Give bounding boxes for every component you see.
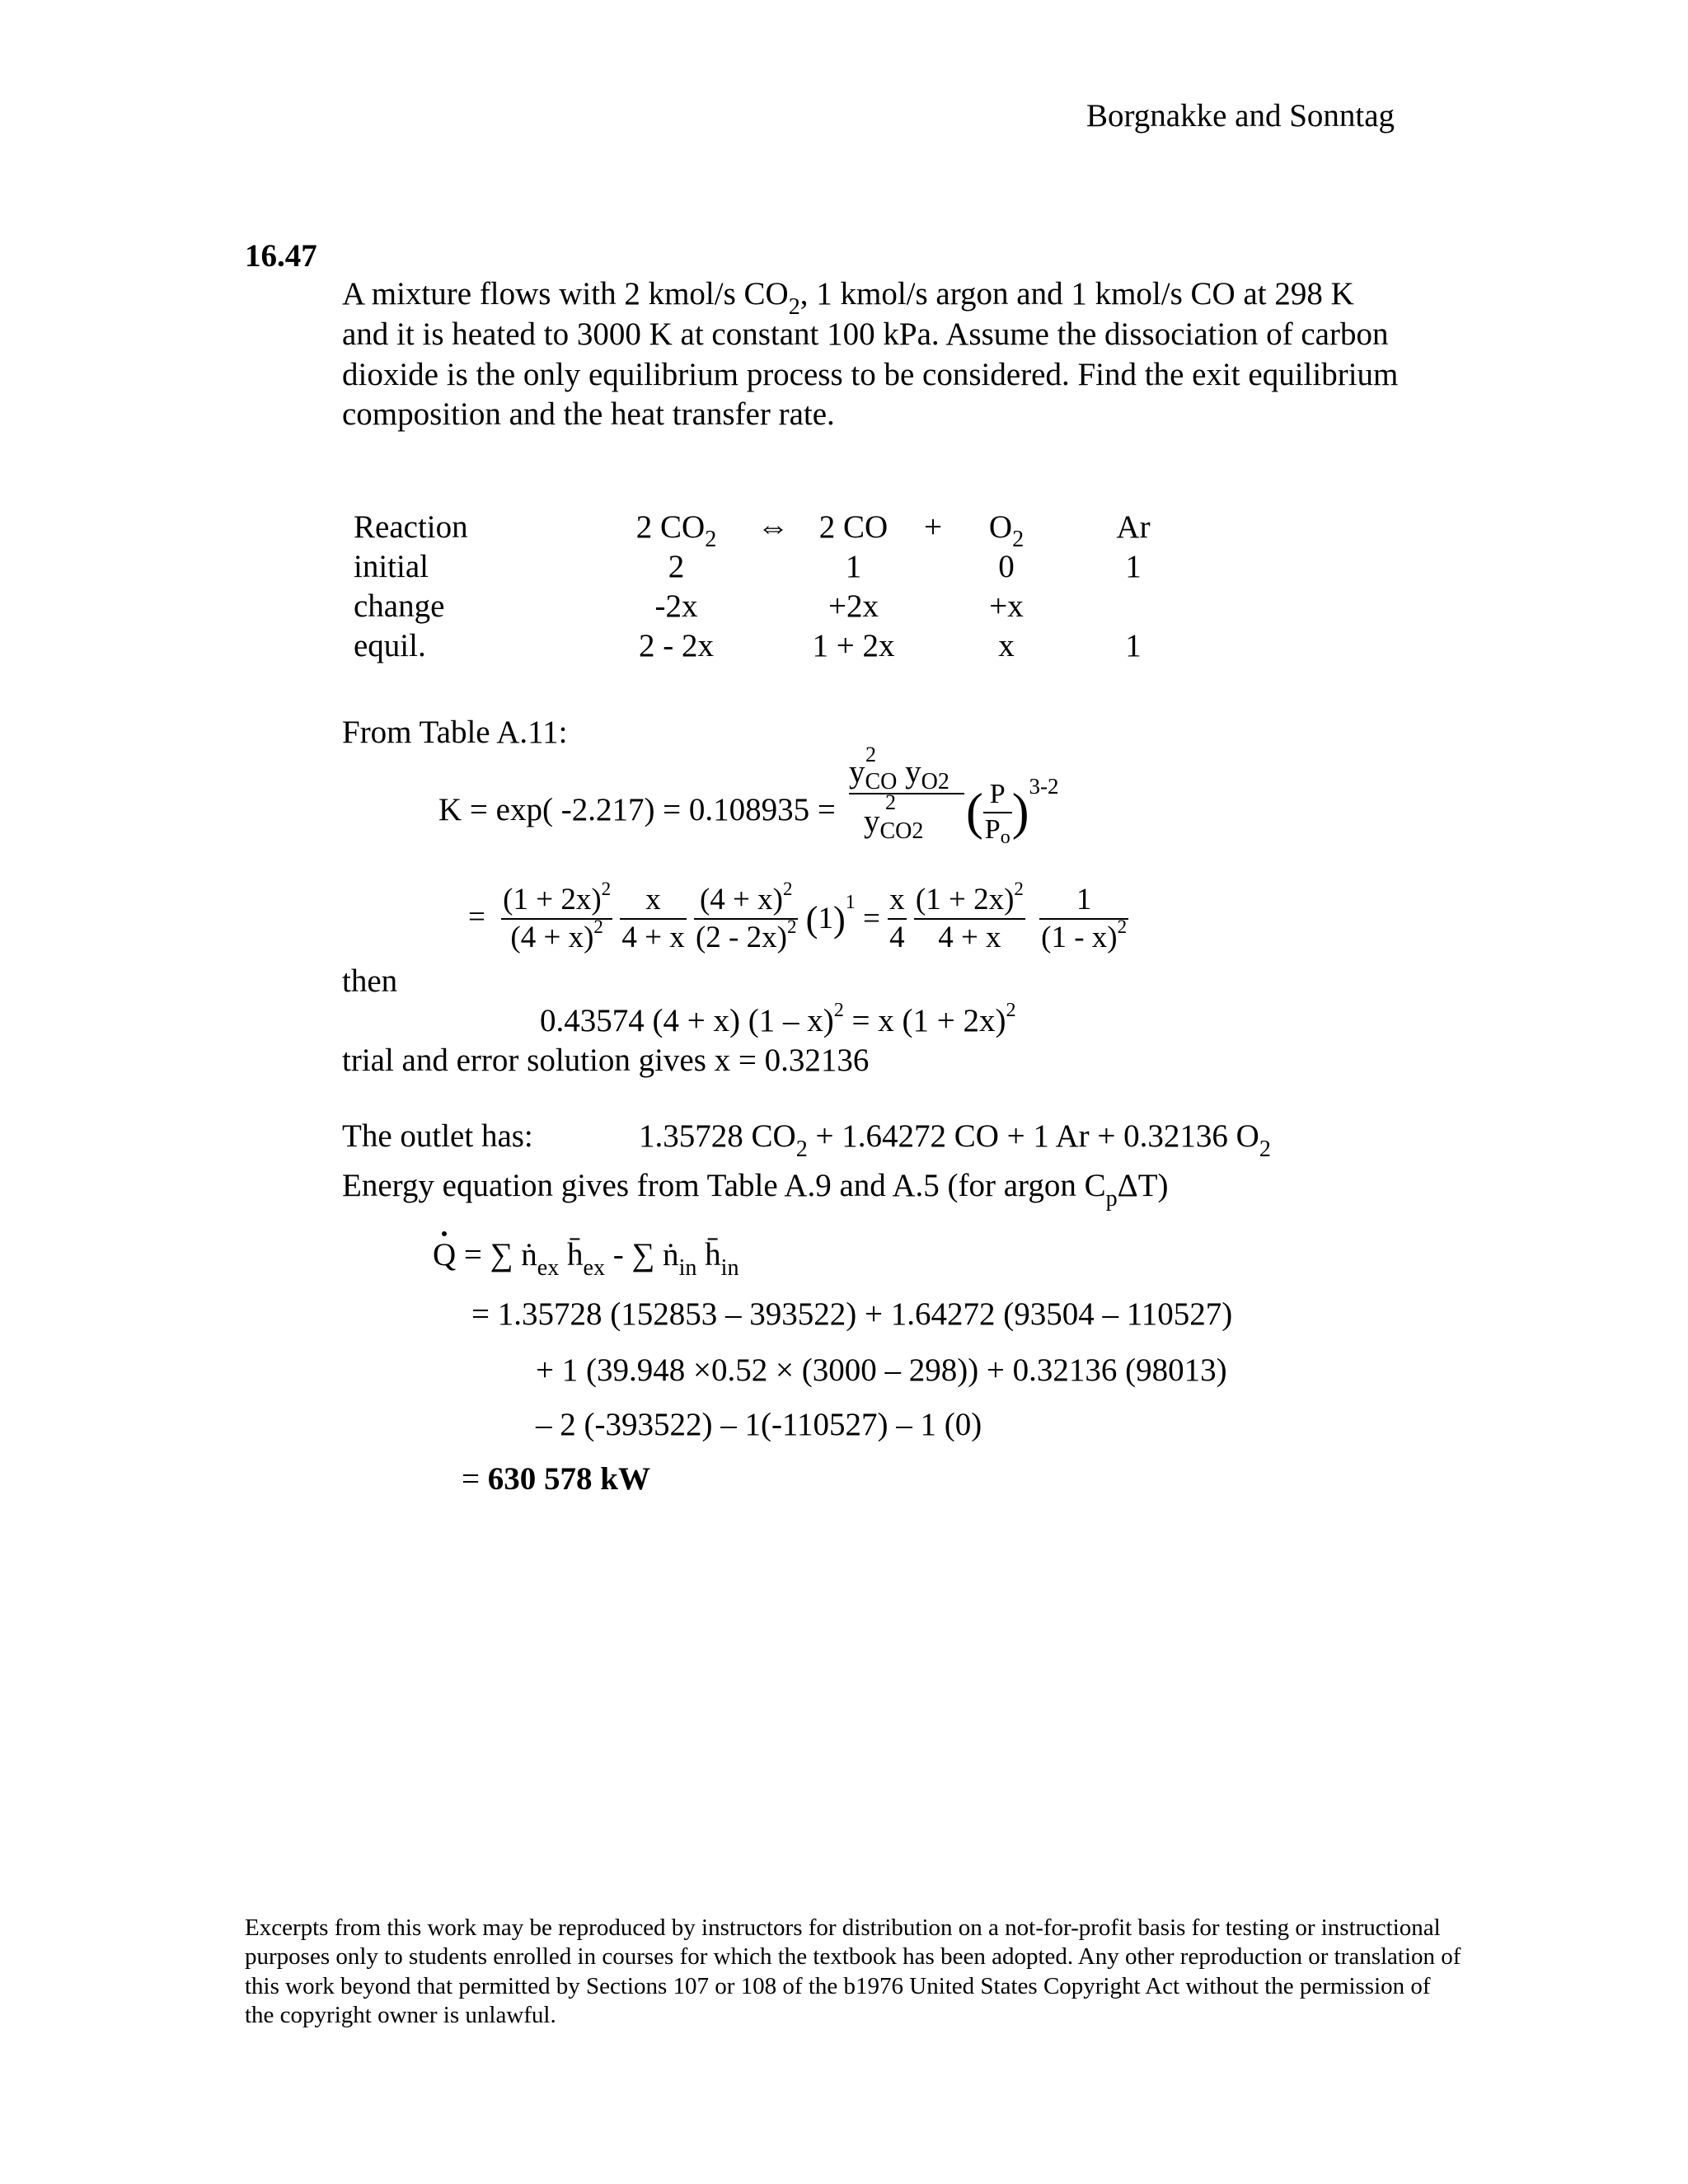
outlet-composition [639,1118,1271,1162]
reaction-table-header [354,508,1219,547]
k-equation-lhs: K = exp( -2.217) = 0.108935 = [438,792,836,827]
f4-num: x [888,882,907,920]
row-label: equil. [354,627,426,663]
qdot-in-sub-2: in [720,1254,739,1281]
k-den-y: y [864,804,880,839]
energy-text: Energy equation gives from Table A.9 and A.5 (for argon C [342,1168,1106,1203]
problem-number: 16.47 [245,238,317,274]
one-exponent: 1 [845,891,856,913]
problem-statement-line-3: dioxide is the only equilibrium process to be considered. Find the exit equilibrium [342,357,1399,392]
row-label: initial [354,548,429,584]
k-num-co: CO [865,769,898,794]
header-co: 2 CO [818,509,889,545]
f3-num-exp: 2 [782,878,793,899]
pressure-ratio [966,773,1059,848]
one-value: 1 [818,902,833,936]
problem-statement-line-1 [342,275,1354,320]
open-paren: ( [966,783,983,841]
header-co2-text: 2 CO [635,509,706,545]
equals: = [468,899,485,934]
cell-co2: 2 - 2x [639,627,714,663]
p-ratio-numerator: P [983,778,1012,813]
cell-co2: -2x [654,588,698,624]
f1-num: (1 + 2x) [503,883,602,916]
k-den-co2: CO2 [879,818,924,844]
reaction-table [354,508,1219,666]
outlet-rest: + 1.64272 CO + 1 Ar + 0.32136 O [807,1118,1259,1154]
calc-line-1: = 1.35728 (152853 – 393522) + 1.64272 (93504 – 110527) [471,1296,1233,1332]
table-row [354,626,1219,666]
f3-den: (2 - 2x) [695,921,787,955]
header-plus: + [924,509,942,545]
problem-statement-line-2: and it is heated to 3000 K at constant 100 kPa. Assume the dissociation of carbon [342,316,1389,352]
qdot-in-sub: in [678,1254,697,1281]
cell-co2: 2 [668,548,685,584]
trial-equation [540,998,1016,1041]
header-o2 [965,508,1048,553]
cell-o2: x [998,627,1015,663]
cell-co: 1 + 2x [812,627,895,663]
f6-den-exp: 2 [1117,916,1128,938]
f2-num: x [620,882,686,920]
f6-num: 1 [1039,882,1128,920]
energy-tail: ΔT) [1117,1168,1169,1203]
qdot-equation [433,1236,739,1281]
from-table-label: From Table A.11: [342,715,568,750]
k-num-y: y [849,754,865,790]
header-co2-subscript: 2 [705,527,717,553]
eq-rhs-exp: 2 [1006,998,1016,1021]
k-num-y2: y [905,754,921,790]
f3-num: (4 + x) [699,883,783,916]
equals-2: = [863,902,880,936]
cell-ar: 1 [1125,548,1142,584]
problem-statement-line-4: composition and the heat transfer rate. [342,396,835,432]
header-reaction: Reaction [354,509,468,545]
close-paren: ) [1011,783,1029,841]
qdot-sum-in: - ∑ ṅ [605,1237,679,1272]
k-fraction-numerator [849,743,964,794]
statement-text: A mixture flows with 2 kmol/s CO [342,276,789,312]
energy-subscript: p [1105,1185,1118,1212]
header-o2-text: O [988,509,1013,545]
k-num-exponent: 2 [865,743,876,766]
outlet-co2-subscript: 2 [795,1136,808,1162]
f4-den: 4 [889,921,905,955]
copyright-footer: Excerpts from this work may be reproduced by instructors for distribution on a not-for-profit basis for testing or instructional purposes only to students enrolled in courses for which the textbook has been adopted. Any other reproduction or translation of this work beyond that permitted by Sections 107 or 108 of the b1976 United States Copyright Act without the permission of the copyright owner is unlawful. [245,1915,1461,2029]
f1-den-exp: 2 [593,916,603,938]
calc-line-2: + 1 (39.948 ×0.52 × (3000 – 298)) + 0.32136 (98013) [536,1352,1227,1388]
page-header-author: Borgnakke and Sonntag [1086,98,1395,134]
cell-co: +2x [828,588,879,624]
table-row [354,547,1219,587]
qdot-symbol: Q [433,1236,456,1275]
result-line [462,1460,650,1499]
qdot-h-in: h̄ [696,1237,721,1272]
eq-rhs: = x (1 + 2x) [843,1003,1006,1038]
eq-lhs-exp: 2 [833,998,844,1021]
header-o2-subscript: 2 [1012,527,1025,553]
calc-line-3: – 2 (-393522) – 1(-110527) – 1 (0) [536,1407,982,1442]
f2-den: 4 + x [621,921,685,955]
row-label: change [354,588,445,624]
cell-co: 1 [845,548,862,584]
header-arrow: ⇔ [757,509,790,545]
f3-den-exp: 2 [786,916,797,938]
k-num-o2: O2 [921,769,950,794]
outlet-co2: 1.35728 CO [639,1118,796,1154]
result-equals: = [462,1461,488,1497]
cell-o2: +x [989,588,1024,624]
f5-num-exp: 2 [1014,878,1024,899]
f5-num: (1 + 2x) [915,883,1015,916]
header-ar: Ar [1116,509,1151,545]
statement-text: , 1 kmol/s argon and 1 kmol/s CO at 298 K [799,276,1354,312]
outlet-label: The outlet has: [342,1118,533,1154]
qdot-ex-sub-2: ex [583,1254,606,1281]
then-label: then [342,963,398,999]
k-expansion-line: = $\frac{(1 + 2x)^2}{(4 + x)^2}$ $\frac{x}{4 + x}$ $\frac{(4 + x)^2}{(2 - 2x)^2}$ $(1)^1$ = $\frac{x}{4}$ $\frac{(1 + 2x)^2}{4 + x}$ $\frac{1}{(1 - x)^2}$ [468,882,1128,957]
trial-solution: trial and error solution gives x = 0.32136 [342,1043,870,1078]
k-den-exponent: 2 [885,790,896,814]
p-ratio-exponent: 3-2 [1029,773,1059,799]
f1-den: (4 + x) [510,921,594,955]
p-ratio-den-subscript: o [1000,826,1010,848]
k-fraction-denominator [849,790,964,844]
f5-den: 4 + x [938,921,1001,955]
energy-equation-text [342,1167,1169,1212]
cell-ar: 1 [1125,627,1142,663]
cell-o2: 0 [998,548,1015,584]
p-ratio-denominator: P [984,813,1001,845]
table-row [354,587,1219,626]
qdot-sum-ex: = ∑ ṅ [456,1237,537,1272]
outlet-o2-subscript: 2 [1259,1136,1271,1162]
eq-lhs: 0.43574 (4 + x) (1 – x) [540,1003,834,1038]
qdot-h-ex: h̄ [559,1237,584,1272]
cell-ar [1048,587,1219,626]
result-value: 630 578 kW [487,1461,650,1497]
qdot-ex-sub: ex [537,1254,560,1281]
header-co2 [612,508,740,553]
f1-num-exp: 2 [601,878,612,899]
f6-den: (1 - x) [1041,921,1118,955]
statement-subscript: 2 [788,293,800,320]
k-fraction [849,743,964,844]
